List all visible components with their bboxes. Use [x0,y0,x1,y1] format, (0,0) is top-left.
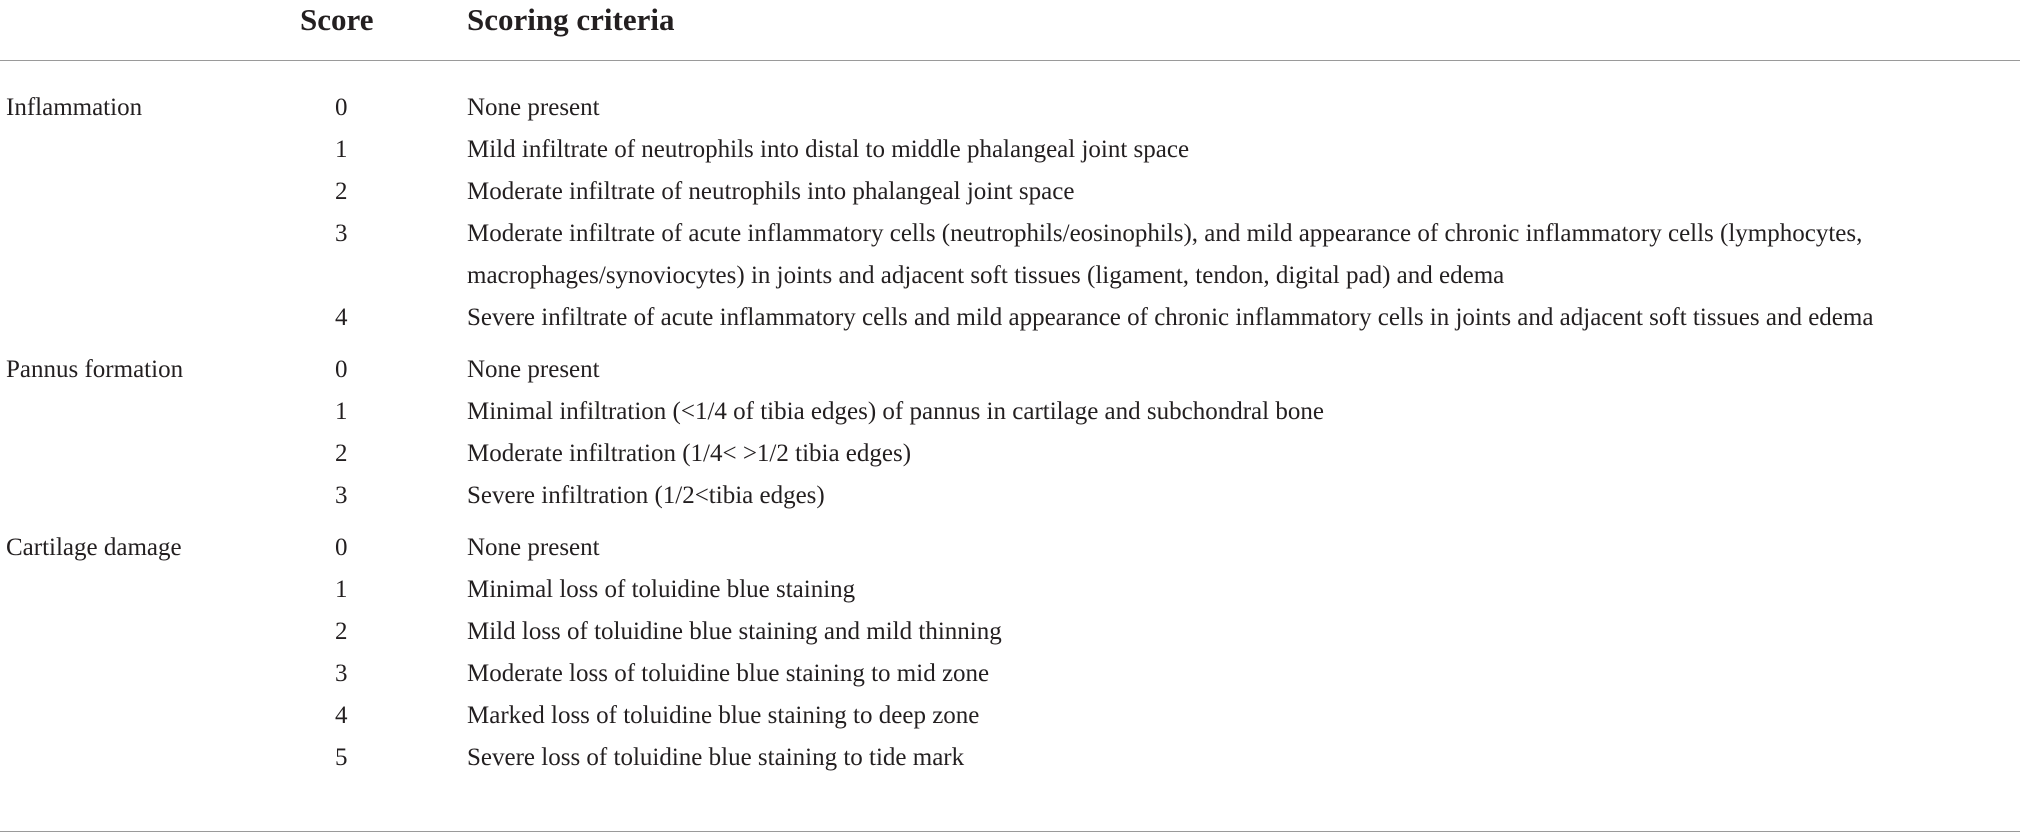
score-value: 2 [335,440,348,467]
score-value: 4 [335,702,348,729]
header-score: Score [300,2,374,37]
score-value: 0 [335,356,348,383]
table-body [0,87,2020,779]
score-value: 5 [335,744,348,771]
group-cartilage-damage [0,527,2020,779]
table-row [0,611,2020,653]
table-row [0,349,2020,391]
criteria-text: Severe loss of toluidine blue staining to tide mark [467,744,965,771]
group-label: Pannus formation [6,356,184,383]
score-value: 3 [335,482,348,509]
criteria-text: Severe infiltration (1/2<tibia edges) [467,482,825,509]
criteria-text: Moderate infiltration (1/4< >1/2 tibia edges) [467,440,912,467]
criteria-text: None present [467,356,600,383]
table-row [0,569,2020,611]
criteria-text: Mild loss of toluidine blue staining and mild thinning [467,618,1002,645]
criteria-text: None present [467,94,600,121]
criteria-text: Minimal infiltration (<1/4 of tibia edges) of pannus in cartilage and subchondral bone [467,398,1324,425]
table-row [0,737,2020,779]
criteria-text: Marked loss of toluidine blue staining to deep zone [467,702,980,729]
group-label: Cartilage damage [6,534,182,561]
table-row [0,475,2020,517]
table-row [0,87,2020,129]
table-row [0,171,2020,213]
criteria-text: Minimal loss of toluidine blue staining [467,576,856,603]
score-value: 1 [335,576,348,603]
header-divider [0,60,2020,61]
table-row [0,129,2020,171]
score-value: 3 [335,220,348,247]
table-bottom-rule [0,831,2020,832]
table-row [0,527,2020,569]
score-value: 3 [335,660,348,687]
criteria-text: None present [467,534,600,561]
table-row [0,653,2020,695]
criteria-text: Moderate loss of toluidine blue staining to mid zone [467,660,990,687]
header-scoring-criteria: Scoring criteria [467,2,675,37]
table-header [0,0,2020,60]
table-row [0,391,2020,433]
score-value: 1 [335,136,348,163]
table-row [0,213,2020,297]
score-value: 2 [335,618,348,645]
criteria-text: Severe infiltrate of acute inflammatory cells and mild appearance of chronic inflammatory cells in joints and adjacent soft tissues and edema [467,304,1874,331]
group-pannus-formation [0,349,2020,517]
group-label: Inflammation [6,94,143,121]
score-value: 0 [335,534,348,561]
score-value: 0 [335,94,348,121]
criteria-text: Moderate infiltrate of neutrophils into phalangeal joint space [467,178,1075,205]
score-value: 1 [335,398,348,425]
criteria-text: Moderate infiltrate of acute inflammatory cells (neutrophils/eosinophils), and mild appearance of chronic inflammatory cells (lymphocytes, macrophages/synoviocytes) in joints and adjacent soft tissues (ligament, tendon, digital pad) and edema [467,220,1863,289]
score-value: 2 [335,178,348,205]
score-value: 4 [335,304,348,331]
table-row [0,297,2020,339]
table-row [0,433,2020,475]
criteria-text: Mild infiltrate of neutrophils into distal to middle phalangeal joint space [467,136,1190,163]
group-inflammation [0,87,2020,339]
table-row [0,695,2020,737]
